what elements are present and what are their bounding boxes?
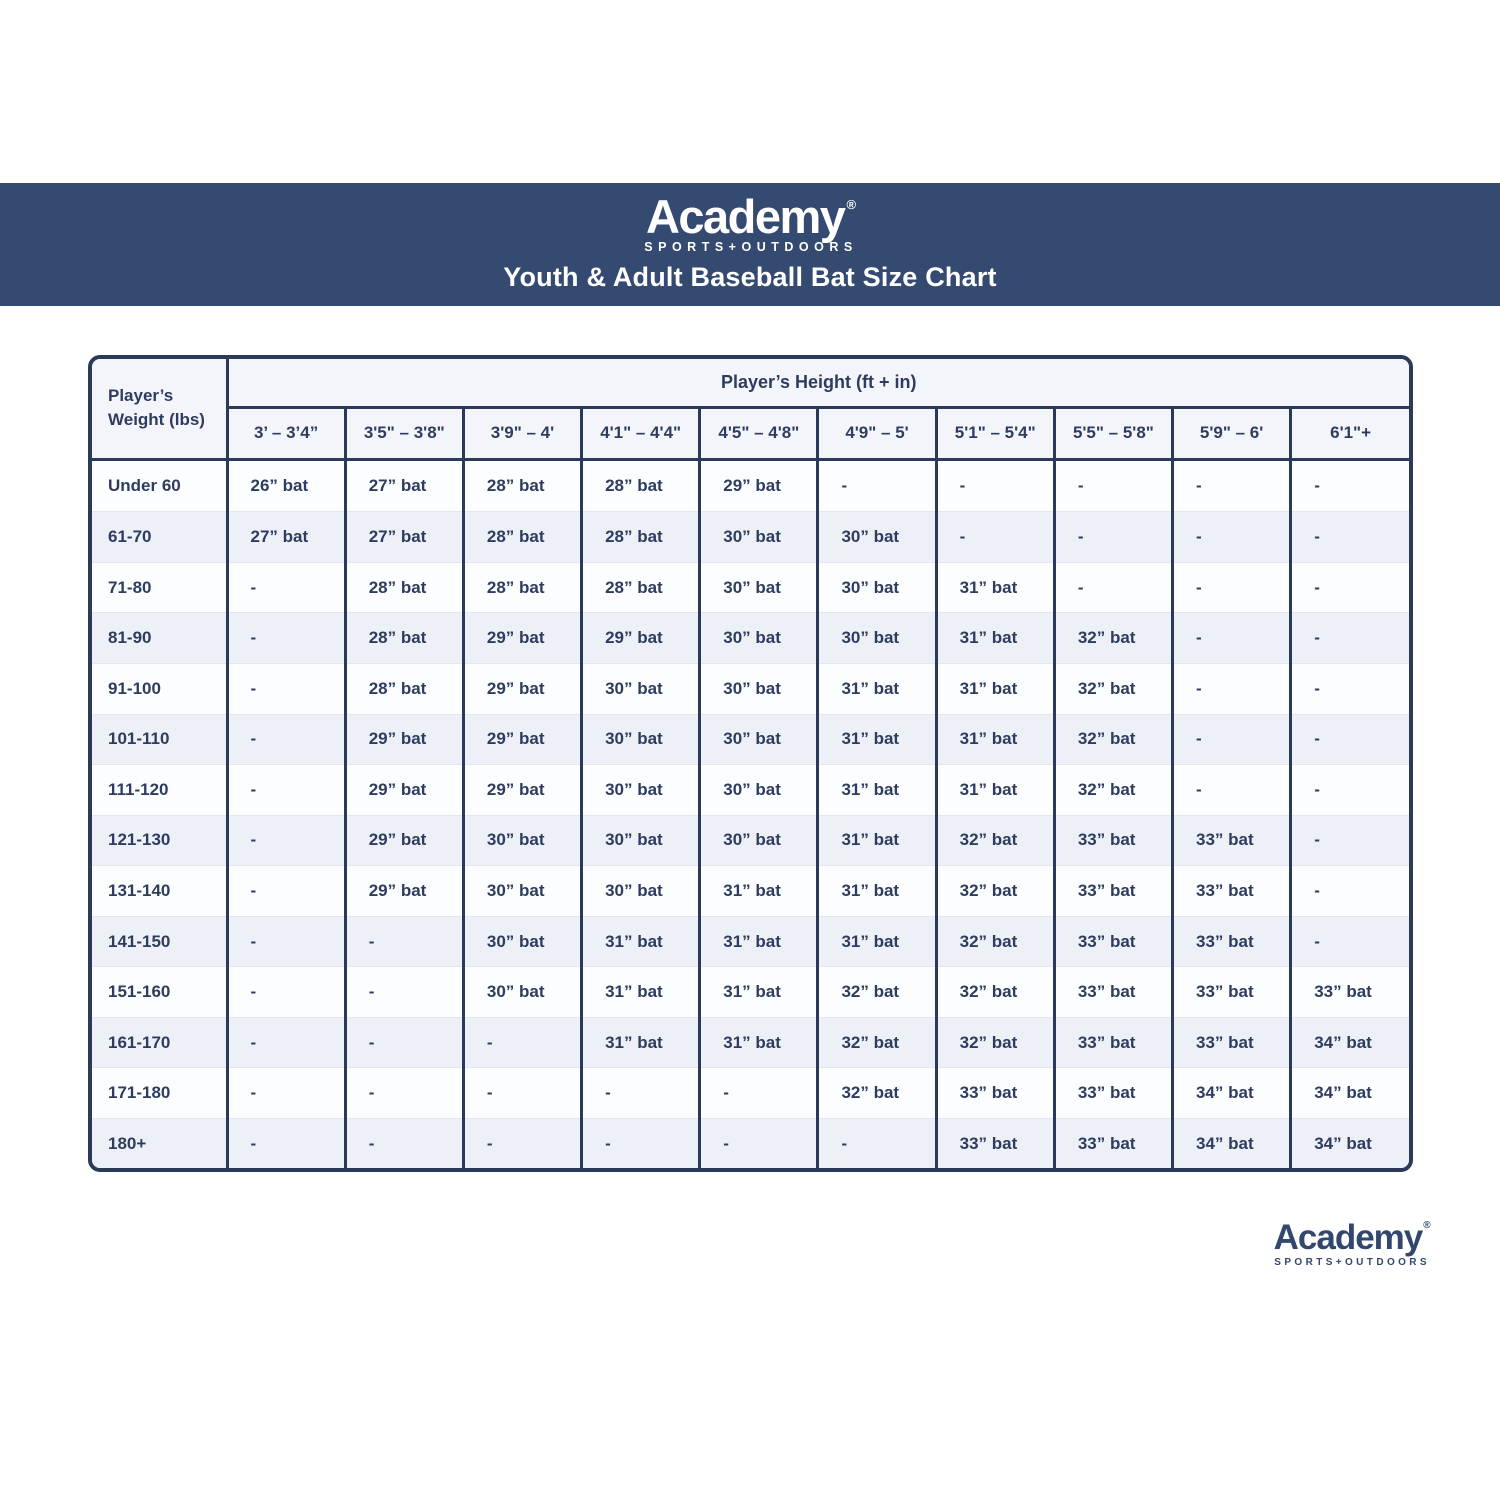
bat-size-cell: 31” bat [818, 765, 936, 816]
bat-size-cell: 30” bat [582, 714, 700, 765]
table-row [92, 512, 1409, 563]
bat-size-cell: 30” bat [582, 663, 700, 714]
bat-size-cell: 32” bat [936, 1017, 1054, 1068]
footer-registered-mark: ® [1423, 1220, 1431, 1231]
height-column-header: 3’ – 3’4” [227, 407, 345, 459]
bat-size-cell: 31” bat [700, 866, 818, 917]
bat-size-cell: - [936, 512, 1054, 563]
bat-size-cell: 29” bat [345, 866, 463, 917]
bat-size-cell: 33” bat [1054, 866, 1172, 917]
bat-size-cell: 29” bat [463, 663, 581, 714]
bat-size-cell: 33” bat [936, 1068, 1054, 1119]
bat-size-cell: 31” bat [818, 866, 936, 917]
size-chart [92, 359, 1409, 1168]
bat-size-cell: 32” bat [1054, 765, 1172, 816]
bat-size-cell: - [227, 765, 345, 816]
bat-size-cell: 30” bat [700, 613, 818, 664]
weight-cell: 151-160 [92, 967, 227, 1018]
bat-size-cell: 34” bat [1291, 1119, 1409, 1169]
weight-cell: 171-180 [92, 1068, 227, 1119]
bat-size-cell: 30” bat [818, 613, 936, 664]
bat-size-cell: 32” bat [936, 967, 1054, 1018]
bat-size-cell: 33” bat [1291, 967, 1409, 1018]
bat-size-cell: 30” bat [582, 815, 700, 866]
table-row [92, 765, 1409, 816]
bat-size-cell: - [1291, 916, 1409, 967]
bat-size-cell: 27” bat [345, 459, 463, 512]
bat-size-cell: - [1291, 866, 1409, 917]
bat-size-cell: 30” bat [700, 815, 818, 866]
bat-size-cell: - [1291, 663, 1409, 714]
height-column-header: 5'5" – 5'8" [1054, 407, 1172, 459]
bat-size-cell: 31” bat [818, 916, 936, 967]
bat-size-cell: 30” bat [463, 967, 581, 1018]
bat-size-cell: - [227, 916, 345, 967]
weight-cell: 61-70 [92, 512, 227, 563]
bat-size-cell: - [818, 459, 936, 512]
bat-size-cell: - [1173, 512, 1291, 563]
table-row [92, 613, 1409, 664]
bat-size-cell: 33” bat [1173, 815, 1291, 866]
bat-size-cell: 29” bat [463, 613, 581, 664]
bat-size-cell: 33” bat [1173, 866, 1291, 917]
table-row [92, 663, 1409, 714]
bat-size-cell: 30” bat [818, 562, 936, 613]
bat-size-cell: - [1291, 459, 1409, 512]
weight-cell: 141-150 [92, 916, 227, 967]
bat-size-cell: 32” bat [936, 916, 1054, 967]
bat-size-cell: - [700, 1119, 818, 1169]
bat-size-cell: - [1173, 765, 1291, 816]
bat-size-cell: 30” bat [700, 765, 818, 816]
height-column-header: 4'5" – 4'8" [700, 407, 818, 459]
bat-size-cell: 31” bat [936, 562, 1054, 613]
weight-cell: 111-120 [92, 765, 227, 816]
footer-academy-wordmark: Academy [1273, 1218, 1423, 1257]
bat-size-cell: 29” bat [345, 765, 463, 816]
bat-size-cell: 30” bat [582, 866, 700, 917]
bat-size-cell: - [345, 1017, 463, 1068]
bat-size-cell: - [700, 1068, 818, 1119]
footer-logo [1273, 1220, 1430, 1268]
table-row [92, 1017, 1409, 1068]
bat-size-cell: 31” bat [936, 663, 1054, 714]
bat-size-cell: 33” bat [936, 1119, 1054, 1169]
bat-size-cell: 31” bat [936, 765, 1054, 816]
bat-size-cell: - [227, 1017, 345, 1068]
bat-size-cell: 28” bat [345, 562, 463, 613]
bat-size-cell: - [1291, 714, 1409, 765]
height-column-header: 3'9" – 4' [463, 407, 581, 459]
bat-size-cell: 28” bat [463, 512, 581, 563]
footer-logo-subtext: SPORTS+OUTDOORS [1274, 1257, 1430, 1268]
height-column-header: 3'5" – 3'8" [345, 407, 463, 459]
table-row [92, 459, 1409, 512]
bat-size-cell: 30” bat [582, 765, 700, 816]
bat-size-cell: 33” bat [1054, 916, 1172, 967]
bat-size-cell: 34” bat [1173, 1068, 1291, 1119]
bat-size-cell: 32” bat [818, 967, 936, 1018]
bat-size-cell: 33” bat [1173, 967, 1291, 1018]
bat-size-cell: - [1054, 459, 1172, 512]
bat-size-cell: - [818, 1119, 936, 1169]
bat-size-cell: 30” bat [463, 866, 581, 917]
bat-size-cell: 34” bat [1291, 1068, 1409, 1119]
bat-size-cell: - [936, 459, 1054, 512]
bat-size-cell: - [1054, 512, 1172, 563]
bat-size-cell: - [227, 1068, 345, 1119]
bat-size-cell: - [227, 714, 345, 765]
bat-size-cell: 30” bat [700, 663, 818, 714]
bat-size-cell: 30” bat [818, 512, 936, 563]
bat-size-cell: 31” bat [582, 967, 700, 1018]
bat-size-cell: - [227, 815, 345, 866]
bat-size-cell: - [1173, 613, 1291, 664]
bat-size-cell: 32” bat [936, 866, 1054, 917]
academy-logo [642, 189, 858, 254]
weight-cell: 180+ [92, 1119, 227, 1169]
bat-size-cell: 32” bat [1054, 663, 1172, 714]
bat-size-cell: - [1173, 459, 1291, 512]
bat-size-cell: 32” bat [1054, 613, 1172, 664]
bat-size-cell: 31” bat [818, 663, 936, 714]
bat-size-cell: 30” bat [700, 562, 818, 613]
weight-cell: 91-100 [92, 663, 227, 714]
height-column-header: 5'1" – 5'4" [936, 407, 1054, 459]
bat-size-cell: 30” bat [700, 714, 818, 765]
bat-size-cell: 33” bat [1173, 916, 1291, 967]
table-row [92, 967, 1409, 1018]
bat-size-cell: 31” bat [700, 1017, 818, 1068]
bat-size-cell: 28” bat [582, 512, 700, 563]
bat-size-cell: 28” bat [582, 562, 700, 613]
bat-size-cell: 27” bat [227, 512, 345, 563]
table-row [92, 1068, 1409, 1119]
bat-size-cell: 28” bat [463, 562, 581, 613]
footer-logo-line [1273, 1220, 1430, 1255]
academy-wordmark: Academy [645, 189, 845, 243]
table-row [92, 815, 1409, 866]
bat-size-cell: 34” bat [1291, 1017, 1409, 1068]
bat-size-cell: 29” bat [463, 765, 581, 816]
bat-size-cell: 31” bat [936, 714, 1054, 765]
bat-size-cell: 34” bat [1173, 1119, 1291, 1169]
bat-size-cell: 32” bat [818, 1068, 936, 1119]
chart-title: Youth & Adult Baseball Bat Size Chart [503, 262, 997, 293]
bat-size-cell: 31” bat [582, 916, 700, 967]
height-column-header: 4'9" – 5' [818, 407, 936, 459]
bat-size-cell: 30” bat [463, 815, 581, 866]
table-row [92, 916, 1409, 967]
weight-header-cell: Player’s Weight (lbs) [92, 359, 227, 459]
bat-size-cell: - [227, 967, 345, 1018]
bat-size-cell: - [1291, 815, 1409, 866]
bat-size-cell: - [1173, 663, 1291, 714]
bat-size-cell: - [1173, 714, 1291, 765]
bat-size-cell: 29” bat [345, 714, 463, 765]
weight-cell: 121-130 [92, 815, 227, 866]
bat-size-cell: 31” bat [936, 613, 1054, 664]
table-row [92, 714, 1409, 765]
header-banner [0, 183, 1500, 306]
bat-size-cell: 33” bat [1173, 1017, 1291, 1068]
bat-size-cell: 29” bat [700, 459, 818, 512]
bat-size-cell: 33” bat [1054, 1119, 1172, 1169]
bat-size-cell: 30” bat [463, 916, 581, 967]
table-row [92, 562, 1409, 613]
bat-size-cell: 31” bat [818, 714, 936, 765]
height-column-header: 4'1" – 4'4" [582, 407, 700, 459]
bat-size-cell: - [345, 1068, 463, 1119]
logo-subtext: SPORTS+OUTDOORS [644, 239, 858, 254]
bat-size-cell: - [1291, 765, 1409, 816]
bat-size-cell: 30” bat [700, 512, 818, 563]
bat-size-cell: 33” bat [1054, 967, 1172, 1018]
bat-size-cell: 32” bat [1054, 714, 1172, 765]
bat-size-cell: - [1291, 613, 1409, 664]
weight-cell: 101-110 [92, 714, 227, 765]
bat-size-cell: 27” bat [345, 512, 463, 563]
bat-size-cell: 31” bat [700, 967, 818, 1018]
table-row [92, 1119, 1409, 1169]
header-group-row [92, 359, 1409, 407]
bat-size-cell: 29” bat [582, 613, 700, 664]
bat-size-cell: - [463, 1068, 581, 1119]
bat-size-cell: - [1291, 512, 1409, 563]
bat-size-cell: - [345, 1119, 463, 1169]
weight-cell: 131-140 [92, 866, 227, 917]
height-columns-row [92, 407, 1409, 459]
bat-size-cell: - [227, 663, 345, 714]
bat-size-cell: 26” bat [227, 459, 345, 512]
bat-size-cell: - [227, 613, 345, 664]
bat-size-cell: 32” bat [936, 815, 1054, 866]
bat-size-cell: 28” bat [345, 663, 463, 714]
bat-size-cell: 33” bat [1054, 815, 1172, 866]
bat-size-cell: - [227, 562, 345, 613]
bat-size-cell: 28” bat [463, 459, 581, 512]
bat-size-cell: - [227, 866, 345, 917]
bat-size-cell: - [345, 967, 463, 1018]
bat-size-cell: - [227, 1119, 345, 1169]
bat-size-cell: 31” bat [700, 916, 818, 967]
table-body [92, 459, 1409, 1168]
height-column-header: 6'1"+ [1291, 407, 1409, 459]
weight-cell: Under 60 [108, 475, 181, 495]
weight-cell: 81-90 [92, 613, 227, 664]
registered-mark: ® [846, 196, 857, 212]
weight-cell: 71-80 [92, 562, 227, 613]
bat-size-cell: 28” bat [582, 459, 700, 512]
bat-size-cell: - [463, 1017, 581, 1068]
bat-size-cell: - [1291, 562, 1409, 613]
bat-size-cell: 31” bat [582, 1017, 700, 1068]
bat-size-cell: - [1054, 562, 1172, 613]
bat-size-cell: 33” bat [1054, 1068, 1172, 1119]
bat-size-cell: 28” bat [345, 613, 463, 664]
bat-size-cell: 31” bat [818, 815, 936, 866]
bat-size-cell: 33” bat [1054, 1017, 1172, 1068]
height-group-header-cell: Player’s Height (ft + in) [227, 359, 1409, 407]
bat-size-cell: - [582, 1119, 700, 1169]
bat-size-table [88, 355, 1413, 1172]
bat-size-cell: 32” bat [818, 1017, 936, 1068]
bat-size-cell: - [582, 1068, 700, 1119]
bat-size-cell: - [1173, 562, 1291, 613]
bat-size-cell: - [463, 1119, 581, 1169]
bat-size-cell: 29” bat [345, 815, 463, 866]
weight-cell: 161-170 [92, 1017, 227, 1068]
bat-size-cell: - [345, 916, 463, 967]
bat-size-cell: 29” bat [463, 714, 581, 765]
height-column-header: 5'9" – 6' [1173, 407, 1291, 459]
table-row [92, 866, 1409, 917]
